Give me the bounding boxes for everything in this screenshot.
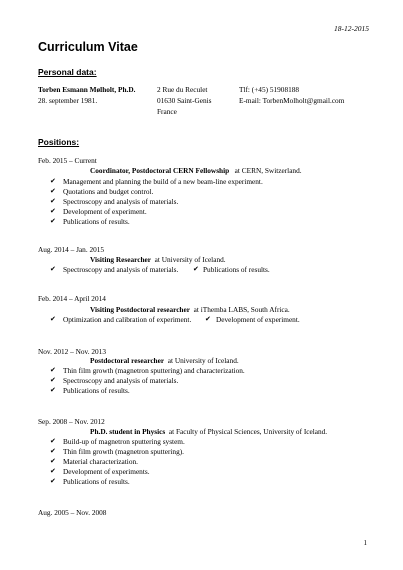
position-item: Optimization and calibration of experiment. <box>63 315 192 324</box>
position-item: Thin film growth (magnetron sputtering) and characterization. <box>63 366 245 375</box>
page-number: 1 <box>363 539 367 547</box>
personal-data-heading: Personal data: <box>38 67 97 77</box>
position-period: Feb. 2015 – Current <box>38 156 97 165</box>
checkmark-icon: ✔ <box>50 366 56 374</box>
position-title-line <box>90 306 290 313</box>
checkmark-icon: ✔ <box>50 467 56 475</box>
position-item: Publications of results. <box>63 386 130 395</box>
checkmark-icon: ✔ <box>50 177 56 185</box>
position-period: Aug. 2005 – Nov. 2008 <box>38 508 107 517</box>
position-item: Quotations and budget control. <box>63 187 154 196</box>
checkmark-icon: ✔ <box>50 207 56 215</box>
checkmark-icon: ✔ <box>205 315 211 323</box>
document-title: Curriculum Vitae <box>38 40 138 54</box>
position-item: Build-up of magnetron sputtering system. <box>63 437 185 446</box>
position-period: Nov. 2012 – Nov. 2013 <box>38 347 106 356</box>
position-item: Spectroscopy and analysis of materials. <box>63 376 179 385</box>
position-title-line <box>90 428 327 435</box>
checkmark-icon: ✔ <box>50 376 56 384</box>
position-role: Ph.D. student in Physics <box>90 427 166 436</box>
position-title-line <box>90 167 302 174</box>
address-line-2: 01630 Saint-Genis <box>157 96 212 105</box>
checkmark-icon: ✔ <box>193 265 199 273</box>
address-line-1: 2 Rue du Reculet <box>157 85 208 94</box>
checkmark-icon: ✔ <box>50 197 56 205</box>
position-item: Publications of results. <box>203 265 270 274</box>
position-item: Management and planning the build of a new beam-line experiment. <box>63 177 263 186</box>
document-date: 18-12-2015 <box>334 24 369 33</box>
position-role: Visiting Researcher <box>90 255 151 264</box>
position-role: Postdoctoral researcher <box>90 356 165 365</box>
person-name: Torben Esmann Mølholt, Ph.D. <box>38 85 136 94</box>
position-item: Spectroscopy and analysis of materials. <box>63 265 179 274</box>
checkmark-icon: ✔ <box>50 386 56 394</box>
position-item: Spectroscopy and analysis of materials. <box>63 197 179 206</box>
position-item: Material characterization. <box>63 457 138 466</box>
position-place: at iThemba LABS, South Africa. <box>193 305 290 314</box>
position-place: at CERN, Switzerland. <box>234 166 302 175</box>
checkmark-icon: ✔ <box>50 457 56 465</box>
position-period: Feb. 2014 – April 2014 <box>38 294 106 303</box>
position-item: Publications of results. <box>63 477 130 486</box>
position-place: at University of Iceland. <box>167 356 239 365</box>
position-item: Publications of results. <box>63 217 130 226</box>
position-item: Development of experiment. <box>63 207 147 216</box>
checkmark-icon: ✔ <box>50 315 56 323</box>
address-line-3: France <box>157 107 177 116</box>
birth-date: 28. september 1981. <box>38 96 98 105</box>
position-period: Aug. 2014 – Jan. 2015 <box>38 245 105 254</box>
position-role: Coordinator, Postdoctoral CERN Fellowship <box>90 166 230 175</box>
checkmark-icon: ✔ <box>50 217 56 225</box>
position-item: Thin film growth (magnetron sputtering). <box>63 447 184 456</box>
positions-heading: Positions: <box>38 137 80 147</box>
position-item: Development of experiments. <box>63 467 150 476</box>
checkmark-icon: ✔ <box>50 477 56 485</box>
checkmark-icon: ✔ <box>50 437 56 445</box>
email-address: E-mail: TorbenMolholt@gmail.com <box>239 96 345 105</box>
position-role: Visiting Postdoctoral researcher <box>90 305 190 314</box>
checkmark-icon: ✔ <box>50 265 56 273</box>
position-place: at Faculty of Physical Sciences, University of Iceland. <box>168 427 328 436</box>
position-title-line <box>90 256 226 263</box>
position-title-line <box>90 357 239 364</box>
position-item: Development of experiment. <box>216 315 300 324</box>
checkmark-icon: ✔ <box>50 447 56 455</box>
position-place: at University of Iceland. <box>154 255 226 264</box>
checkmark-icon: ✔ <box>50 187 56 195</box>
position-period: Sep. 2008 – Nov. 2012 <box>38 417 105 426</box>
phone-number: Tlf: (+45) 51908188 <box>239 85 300 94</box>
